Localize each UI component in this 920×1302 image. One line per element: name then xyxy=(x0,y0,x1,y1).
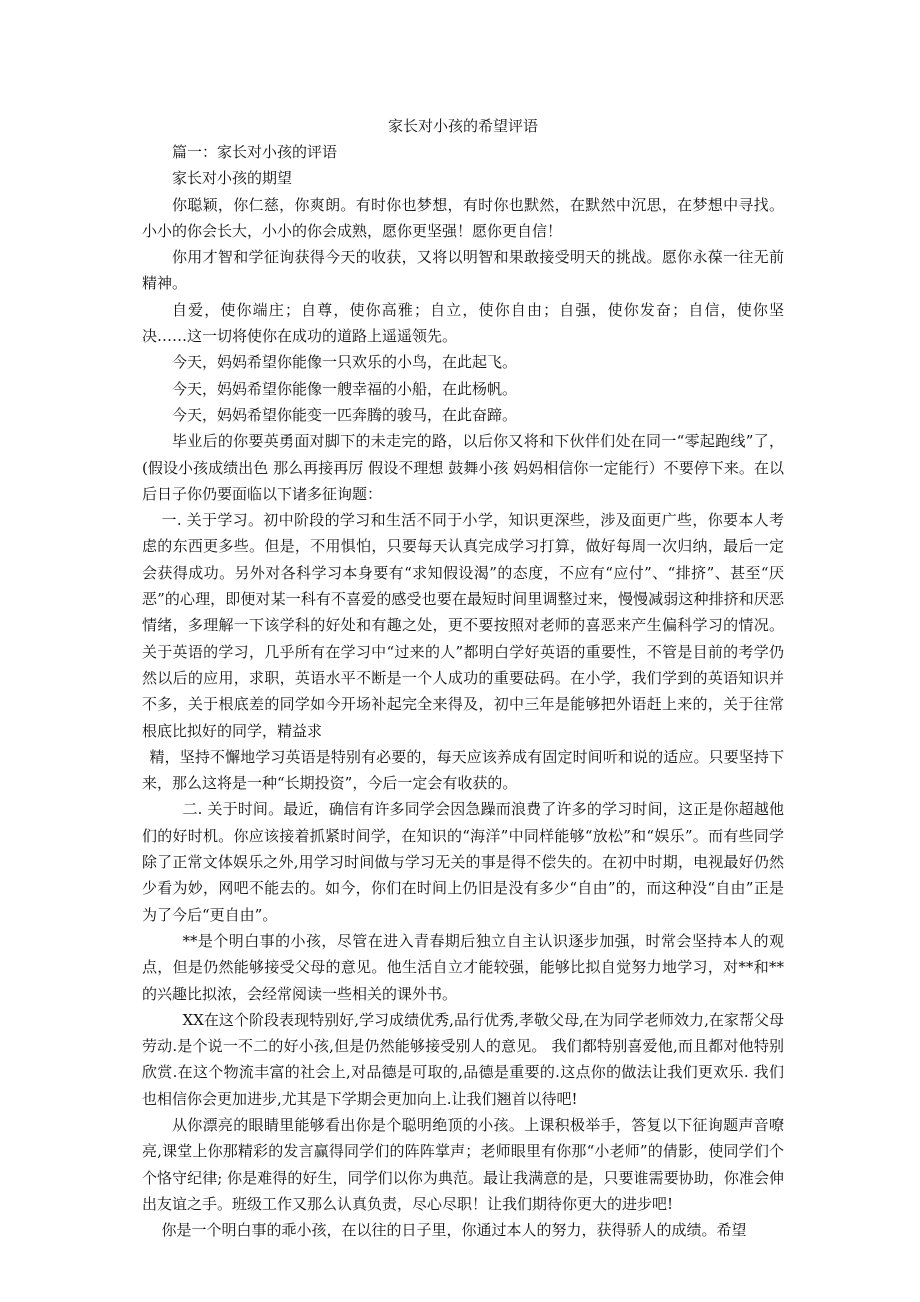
paragraph: 你是一个明白事的乖小孩，在以往的日子里，你通过本人的努力，获得骄人的成绩。希望 xyxy=(161,1221,747,1240)
document-body xyxy=(142,114,784,1243)
paragraph: 今天，妈妈希望你能像一只欢乐的小鸟，在此起飞。 xyxy=(172,353,518,372)
paragraph: 今天，妈妈希望你能变一匹奔腾的骏马，在此奋蹄。 xyxy=(172,405,518,424)
paragraph-time: 二. 关于时间。最近，确信有许多同学会因急躁而浪费了许多的学习时间，这正是你超越他们的好时机。你应该接着抓紧时间学，在知识的“海洋”中同样能够“放松”和“娱乐”。而有些同学除了正常文体娱乐之外,用学习时间做与学习无关的事是得不偿失的。在初中时期，电视最好仍然少看为妙，网吧不能去的。如今，你们在时间上仍旧是没有多少“自由”的，而这种没“自由”正是为了今后“更自由”。 xyxy=(142,800,784,924)
paragraph: 你用才智和学征询获得今天的收获，又将以明智和果敢接受明天的挑战。愿你永葆一往无前精神。 xyxy=(142,248,784,293)
document-title: 家长对小孩的希望评语 xyxy=(387,117,538,135)
paragraph-section-heading: 篇一：家长对小孩的评语 xyxy=(172,143,338,161)
paragraph: 从你漂亮的眼睛里能够看出你是个聪明绝顶的小孩。上课积极举手，答复以下征询题声音嘹亮,课堂上你那精彩的发言赢得同学们的阵阵掌声；老师眼里有你那“小老师”的倩影，使同学们个个恪守纪律; 你是难得的好生，同学们以你为典范。最让我满意的是，只要谁需要协助，你准会伸出友谊之手。班级工作又那么认真负责，尽心尽职！让我们期待你更大的进步吧! xyxy=(142,1115,784,1213)
paragraph: **是个明白事的小孩，尽管在进入青春期后独立自主认识逐步加强，时常会坚持本人的观点，但是仍然能够接受父母的意见。他生活自立才能较强，能够比拟自觉努力地学习，对**和**的兴趣比拟浓，会经常阅读一些相关的课外书。 xyxy=(142,931,784,1003)
paragraph: 自爱，使你端庄；自尊，使你高雅；自立，使你自由；自强，使你发奋；自信，使你坚决……这一切将使你在成功的道路上遥遥领先。 xyxy=(142,300,784,346)
paragraph-study: 一. 关于学习。初中阶段的学习和生活不同于小学，知识更深些，涉及面更广些，你要本人考虑的东西更多些。但是，不用惧怕，只要每天认真完成学习打算，做好每周一次归纳，最后一定会获得成功。另外对各科学习本身要有“求知假设渴”的态度，不应有“应付”、“排挤”、甚至“厌恶”的心理，即便对某一科有不喜爱的感受也要在最短时间里调整过来，慢慢减弱这种排挤和厌恶情绪，多理解一下该学科的好处和有趣之处，更不要按照对老师的喜恶来产生偏科学习的情况。关于英语的学习，几乎所有在学习中“过来的人”都明白学好英语的重要性，不管是目前的考学仍然以后的应用，求职，英语水平不断是一个人成功的重要砝码。在小学，我们学到的英语知识并不多，关于根底差的同学如今开场补起完全来得及，初中三年是能够把外语赶上来的，关于往常根底比拟好的同学，精益求 xyxy=(142,511,784,740)
paragraph-subheading: 家长对小孩的期望 xyxy=(172,169,293,188)
paragraph: 今天，妈妈希望你能像一艘幸福的小船，在此杨帆。 xyxy=(172,379,518,398)
paragraph: XX在这个阶段表现特别好,学习成绩优秀,品行优秀,孝敬父母,在为同学老师效力,在家帮父母劳动.是个说一不二的好小孩,但是仍然能够接受别人的意见。 我们都特别喜爱他,而且都对他特别欣赏.在这个物流丰富的社会上,对品德是可取的,品德是重要的.这点你的做法让我们更欢乐. 我们也相信你会更加进步,尤其是下学期会更加向上.让我们翘首以待吧! xyxy=(142,1010,784,1108)
paragraph-study-continued: 精，坚持不懈地学习英语是特别有必要的，每天应该养成有固定时间听和说的适应。只要坚持下来，那么这将是一种“长期投资”，今后一定会有收获的。 xyxy=(142,747,784,793)
paragraph: 你聪颖，你仁慈，你爽朗。有时你也梦想，有时你也默然，在默然中沉思，在梦想中寻找。小小的你会长大，小小的你会成熟，愿你更坚强！愿你更自信！ xyxy=(142,195,784,240)
paragraph: 毕业后的你要英勇面对脚下的未走完的路，以后你又将和下伙伴们处在同一“零起跑线”了，(假设小孩成绩出色 那么再接再厉 假设不理想 鼓舞小孩 妈妈相信你一定能行）不要停下来。在以后日子你仍要面临以下诸多征询题： xyxy=(142,432,784,503)
